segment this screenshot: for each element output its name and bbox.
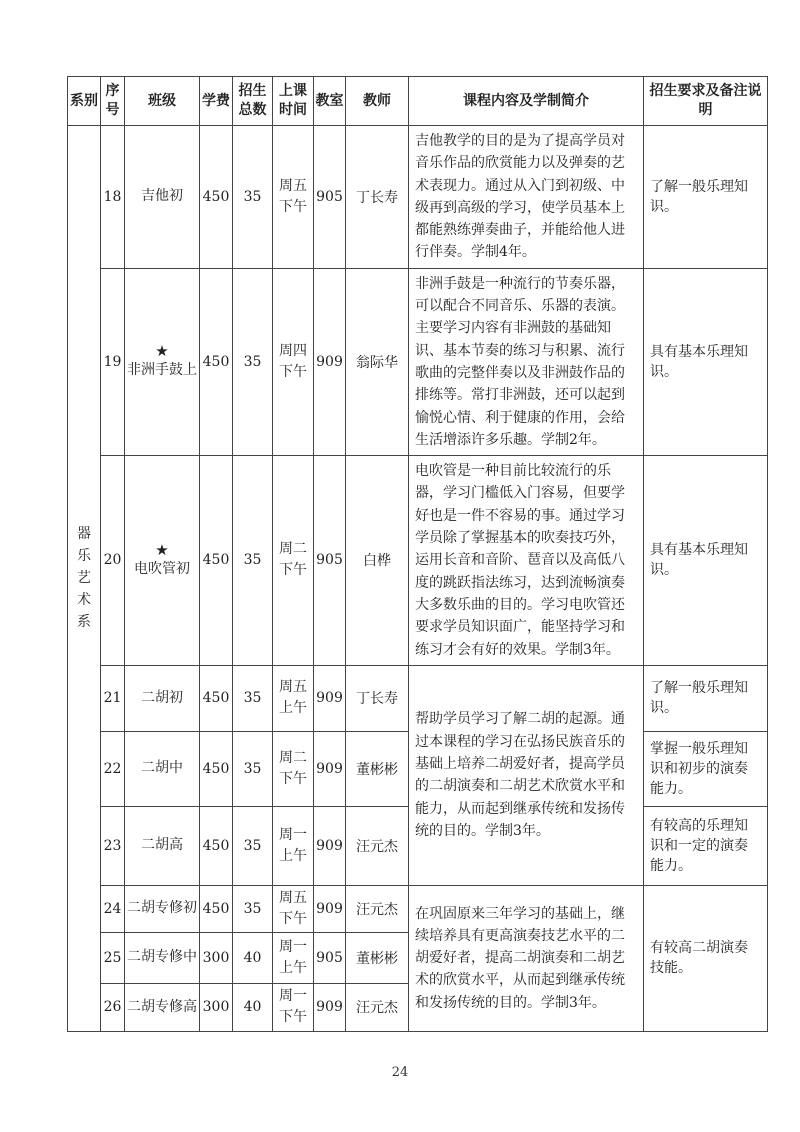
requirement-note: 了解一般乐理知识。 <box>644 665 768 731</box>
classroom: 905 <box>314 932 346 983</box>
quota: 40 <box>233 932 273 983</box>
teacher: 丁长寿 <box>346 126 409 269</box>
class-cell <box>125 456 200 666</box>
quota: 35 <box>233 731 273 806</box>
course-schedule-table <box>67 76 768 1032</box>
department-label: 器乐艺术系 <box>77 526 91 631</box>
table-row <box>68 268 768 455</box>
table-row <box>68 456 768 666</box>
class-name: 二胡高 <box>125 806 200 885</box>
class-cell <box>125 268 200 455</box>
classroom: 909 <box>314 731 346 806</box>
classroom: 909 <box>314 665 346 731</box>
department-cell <box>68 126 101 1032</box>
teacher: 汪元杰 <box>346 885 409 932</box>
table-row <box>68 885 768 932</box>
quota: 35 <box>233 665 273 731</box>
classroom: 909 <box>314 268 346 455</box>
quota: 35 <box>233 268 273 455</box>
fee: 450 <box>200 456 233 666</box>
classroom: 905 <box>314 456 346 666</box>
row-number: 21 <box>101 665 125 731</box>
class-time: 周五上午 <box>273 665 314 731</box>
class-name: 二胡初 <box>125 665 200 731</box>
class-name: 二胡专修中 <box>125 932 200 983</box>
header-dept: 系别 <box>68 77 101 126</box>
page-number: 24 <box>391 1065 409 1080</box>
requirement-note: 掌握一般乐理知识和初步的演奏能力。 <box>644 731 768 806</box>
star-icon: ★ <box>155 342 169 361</box>
class-name: 非洲手鼓上 <box>127 362 197 379</box>
table-row <box>68 665 768 731</box>
class-name: 吉他初 <box>125 126 200 269</box>
erhu-pro-requirement-note: 有较高二胡演奏技能。 <box>644 885 768 1031</box>
row-number: 19 <box>101 268 125 455</box>
row-number: 18 <box>101 126 125 269</box>
fee: 450 <box>200 806 233 885</box>
class-name: 二胡中 <box>125 731 200 806</box>
fee: 450 <box>200 268 233 455</box>
classroom: 909 <box>314 885 346 932</box>
row-number: 26 <box>101 983 125 1031</box>
quota: 40 <box>233 983 273 1031</box>
header-desc: 课程内容及学制简介 <box>409 77 644 126</box>
class-name: 二胡专修初 <box>125 885 200 932</box>
requirement-note: 有较高的乐理知识和一定的演奏能力。 <box>644 806 768 885</box>
class-time: 周二下午 <box>273 731 314 806</box>
star-icon: ★ <box>155 540 169 559</box>
classroom: 909 <box>314 806 346 885</box>
class-time: 周一上午 <box>273 806 314 885</box>
class-name: 二胡专修高 <box>125 983 200 1031</box>
teacher: 董彬彬 <box>346 932 409 983</box>
class-time: 周二下午 <box>273 456 314 666</box>
fee: 450 <box>200 731 233 806</box>
requirement-note: 具有基本乐理知识。 <box>644 456 768 666</box>
course-description: 电吹管是一种目前比较流行的乐器，学习门槛低入门容易，但要学好也是一件不容易的事。通过学习学员除了掌握基本的吹奏技巧外，运用长音和音阶、琶音以及高低八度的跳跃指法练习，达到流畅演奏大多数乐曲的目的。学习电吹管还要求学员知识面广，能坚持学习和练习才会有好的效果。学制3年。 <box>409 456 644 666</box>
course-description: 吉他教学的目的是为了提高学员对音乐作品的欣赏能力以及弹奏的艺术表现力。通过从入门到初级、中级再到高级的学习，使学员基本上都能熟练弹奏曲子，并能给他人进行伴奏。学制4年。 <box>409 126 644 269</box>
course-description: 非洲手鼓是一种流行的节奏乐器，可以配合不同音乐、乐器的表演。主要学习内容有非洲鼓的基础知识、基本节奏的练习与积累、流行歌曲的完整伴奏以及非洲鼓作品的排练等。常打非洲鼓，还可以起到愉悦心情、利于健康的作用，会给生活增添许多乐趣。学制2年。 <box>409 268 644 455</box>
requirement-note: 了解一般乐理知识。 <box>644 126 768 269</box>
class-time: 周五下午 <box>273 885 314 932</box>
classroom: 909 <box>314 983 346 1031</box>
table-row <box>68 126 768 269</box>
header-quota: 招生总数 <box>233 77 273 126</box>
row-number: 24 <box>101 885 125 932</box>
row-number: 23 <box>101 806 125 885</box>
requirement-note: 具有基本乐理知识。 <box>644 268 768 455</box>
erhu-course-description: 帮助学员学习了解二胡的起源。通过本课程的学习在弘扬民族音乐的基础上培养二胡爱好者，提高学员的二胡演奏和二胡艺术欣赏水平和能力，从而起到继承传统和发扬传统的目的。学制3年。 <box>409 665 644 885</box>
header-fee: 学费 <box>200 77 233 126</box>
header-teacher: 教师 <box>346 77 409 126</box>
class-name: 电吹管初 <box>134 560 190 577</box>
teacher: 汪元杰 <box>346 806 409 885</box>
fee: 450 <box>200 665 233 731</box>
quota: 35 <box>233 885 273 932</box>
header-no: 序号 <box>101 77 125 126</box>
quota: 35 <box>233 126 273 269</box>
row-number: 25 <box>101 932 125 983</box>
class-time: 周四下午 <box>273 268 314 455</box>
header-class: 班级 <box>125 77 200 126</box>
header-note: 招生要求及备注说明 <box>644 77 768 126</box>
teacher: 汪元杰 <box>346 983 409 1031</box>
fee: 300 <box>200 983 233 1031</box>
teacher: 丁长寿 <box>346 665 409 731</box>
teacher: 董彬彬 <box>346 731 409 806</box>
teacher: 白桦 <box>346 456 409 666</box>
class-time: 周五下午 <box>273 126 314 269</box>
fee: 300 <box>200 932 233 983</box>
teacher: 翁际华 <box>346 268 409 455</box>
classroom: 905 <box>314 126 346 269</box>
class-time: 周一上午 <box>273 932 314 983</box>
fee: 450 <box>200 885 233 932</box>
header-room: 教室 <box>314 77 346 126</box>
fee: 450 <box>200 126 233 269</box>
header-row <box>68 77 768 126</box>
quota: 35 <box>233 806 273 885</box>
class-time: 周一下午 <box>273 983 314 1031</box>
row-number: 20 <box>101 456 125 666</box>
row-number: 22 <box>101 731 125 806</box>
header-time: 上课时间 <box>273 77 314 126</box>
quota: 35 <box>233 456 273 666</box>
erhu-pro-course-description: 在巩固原来三年学习的基础上，继续培养具有更高演奏技艺水平的二胡爱好者，提高二胡演奏和二胡艺术的欣赏水平，从而起到继承传统和发扬传统的目的。学制3年。 <box>409 885 644 1031</box>
